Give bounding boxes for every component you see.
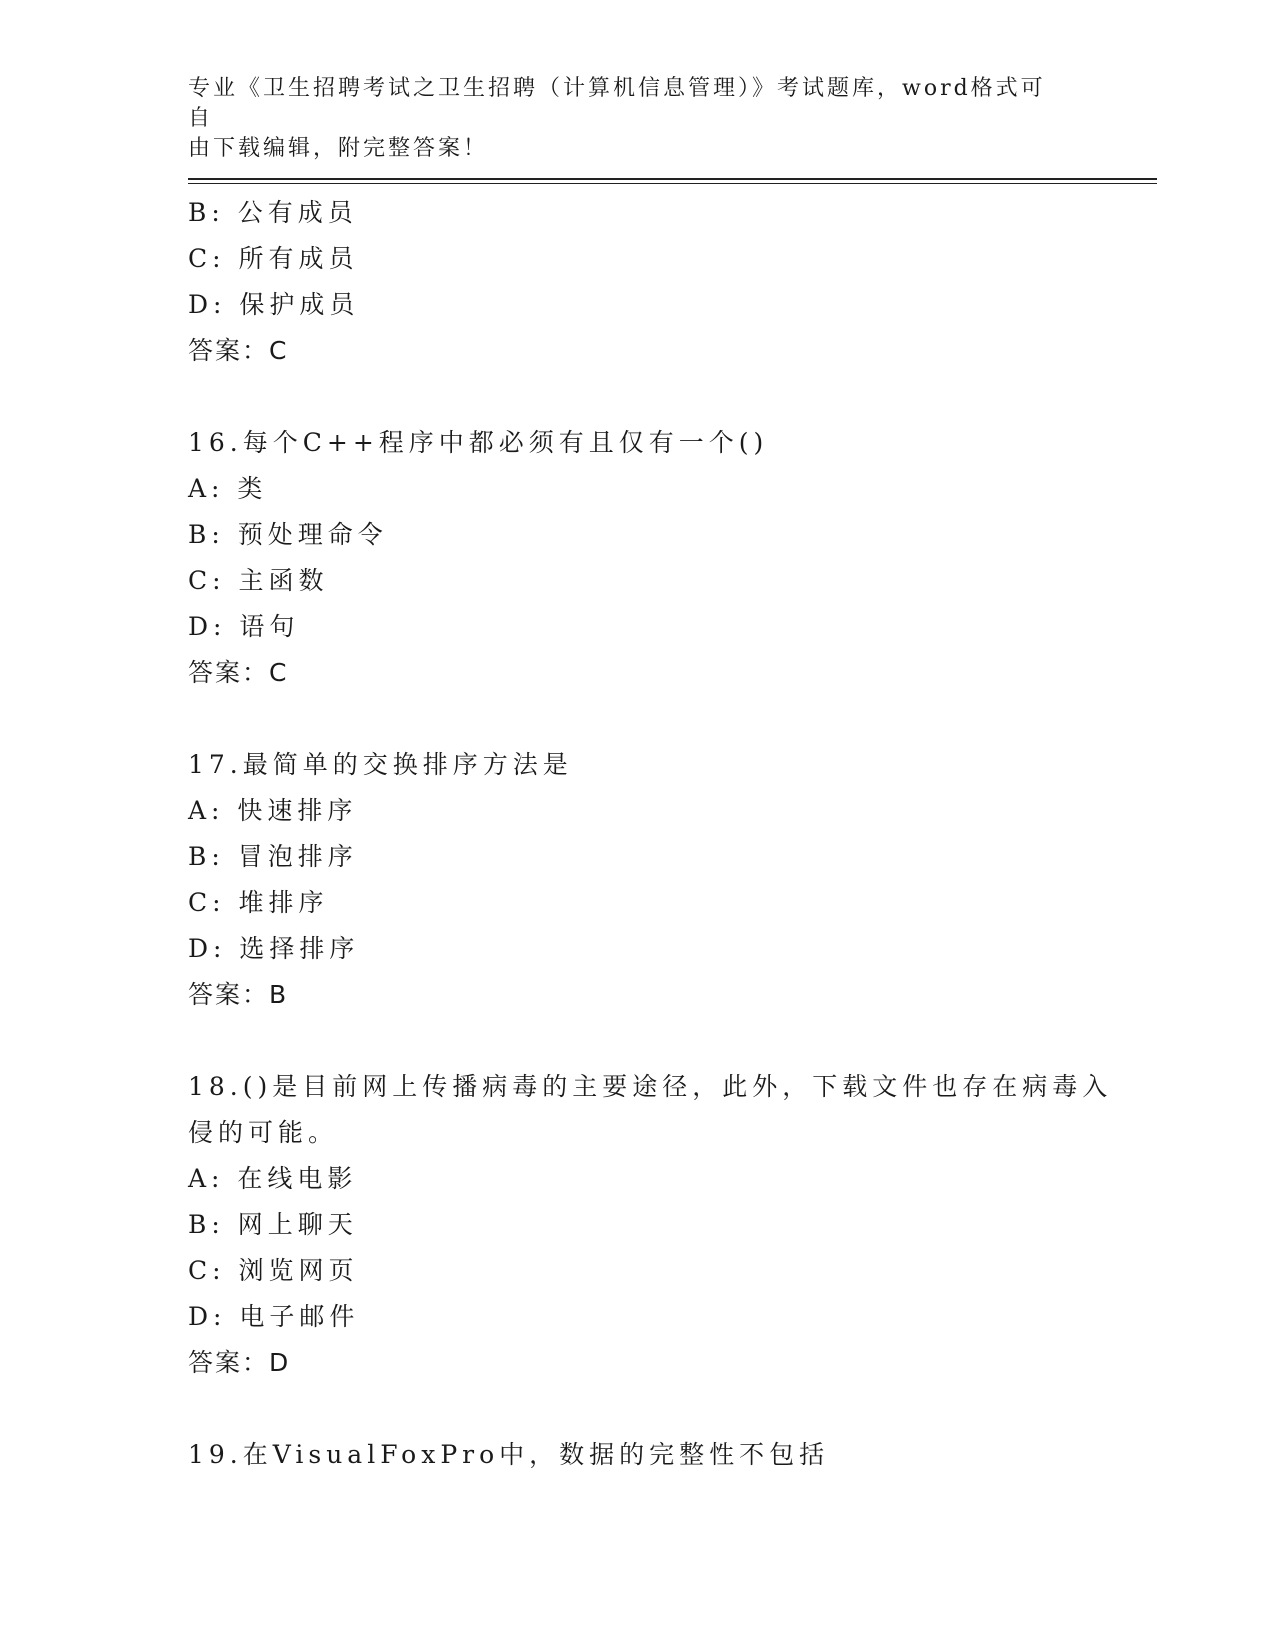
document-header <box>188 74 1068 164</box>
option-b: B: 预处理命令 <box>188 520 388 549</box>
spacer <box>188 1018 1088 1064</box>
header-line-1: 专业《卫生招聘考试之卫生招聘（计算机信息管理）》考试题库，word格式可自 <box>188 76 1046 131</box>
option-b: B: 公有成员 <box>188 198 358 227</box>
header-line-2: 由下载编辑，附完整答案！ <box>188 136 489 161</box>
question-16 <box>188 420 1088 696</box>
question-text-line-2: 侵的可能。 <box>188 1118 339 1147</box>
spacer <box>188 696 1088 742</box>
question-text: 16.每个C++程序中都必须有且仅有一个() <box>188 428 769 457</box>
option-b: B: 冒泡排序 <box>188 842 358 871</box>
question-text: 19.在VisualFoxPro中，数据的完整性不包括 <box>188 1440 830 1469</box>
option-d: D: 语句 <box>188 612 300 641</box>
option-c: C: 所有成员 <box>188 244 359 273</box>
answer: 答案：C <box>188 658 289 687</box>
option-a: A: 类 <box>188 474 268 503</box>
option-c: C: 主函数 <box>188 566 329 595</box>
option-b: B: 网上聊天 <box>188 1210 358 1239</box>
option-c: C: 堆排序 <box>188 888 329 917</box>
question-text-line-1: 18.()是目前网上传播病毒的主要途径，此外，下载文件也存在病毒入 <box>188 1072 1113 1101</box>
option-d: D: 保护成员 <box>188 290 360 319</box>
question-text: 17.最简单的交换排序方法是 <box>188 750 573 779</box>
header-divider <box>188 178 1157 184</box>
option-d: D: 选择排序 <box>188 934 360 963</box>
option-c: C: 浏览网页 <box>188 1256 359 1285</box>
question-19 <box>188 1432 1088 1478</box>
question-list <box>188 190 1113 1478</box>
question-17 <box>188 742 1088 1018</box>
option-d: D: 电子邮件 <box>188 1302 360 1331</box>
spacer <box>188 1386 1088 1432</box>
question-15-continued <box>188 190 1088 374</box>
spacer <box>188 374 1088 420</box>
option-a: A: 在线电影 <box>188 1164 358 1193</box>
option-a: A: 快速排序 <box>188 796 358 825</box>
answer: 答案：D <box>188 1348 291 1377</box>
answer: 答案：C <box>188 336 289 365</box>
question-18 <box>188 1064 1113 1386</box>
answer: 答案：B <box>188 980 289 1009</box>
